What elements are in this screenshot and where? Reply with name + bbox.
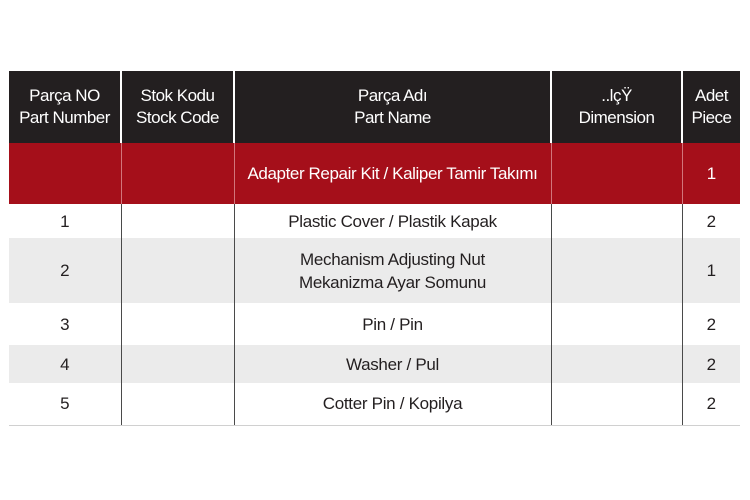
table-row [9,238,740,303]
row-stock-code [121,238,234,303]
row-part-number: 1 [9,204,121,238]
row-stock-code [121,204,234,238]
row-part-name-line: Plastic Cover / Plastik Kapak [288,211,497,231]
row-stock-code [121,345,234,383]
row-part-name-line: Cotter Pin / Kopilya [322,394,463,414]
row-dimension [551,303,682,345]
header-part-name-tr: Parça Adı [357,86,428,105]
row-part-name-line: Mechanism Adjusting Nut [300,249,485,269]
table-row [9,303,740,345]
row-part-name [234,345,551,383]
header-row [9,71,740,143]
row-piece: 2 [682,204,740,238]
kit-row [9,143,740,204]
kit-stock-code [121,143,234,204]
header-dimension-tr: ..lçŸ [601,86,632,105]
kit-part-name: Adapter Repair Kit / Kaliper Tamir Takımı [234,143,551,204]
row-piece: 2 [682,345,740,383]
row-dimension [551,345,682,383]
row-part-name [234,204,551,238]
row-part-name [234,303,551,345]
row-dimension [551,204,682,238]
kit-piece: 1 [682,143,740,204]
row-stock-code [121,303,234,345]
row-dimension [551,383,682,425]
header-part-number-tr: Parça NO [29,86,100,105]
header-piece [682,71,740,143]
row-part-number: 3 [9,303,121,345]
table-row [9,204,740,238]
row-dimension [551,238,682,303]
table-body [9,143,740,425]
row-piece: 1 [682,238,740,303]
header-piece-tr: Adet [695,86,728,105]
header-stock-code-en: Stock Code [136,108,219,127]
header-dimension-en: Dimension [578,108,655,127]
row-part-name-line: Washer / Pul [345,354,440,374]
row-part-name-line: Pin / Pin [362,314,423,334]
table-row [9,383,740,425]
row-stock-code [121,383,234,425]
row-part-number: 2 [9,238,121,303]
header-stock-code [121,71,234,143]
row-part-name-line-2: Mekanizma Ayar Somunu [298,272,487,292]
table-header [9,71,740,143]
row-piece: 2 [682,383,740,425]
row-part-name [234,238,551,303]
row-part-name [234,383,551,425]
row-part-number: 5 [9,383,121,425]
table-row [9,345,740,383]
header-part-number [9,71,121,143]
header-part-name-en: Part Name [354,108,431,127]
row-piece: 2 [682,303,740,345]
header-part-number-en: Part Number [19,108,110,127]
header-part-name [234,71,551,143]
header-stock-code-tr: Stok Kodu [140,86,215,105]
header-piece-en: Piece [691,108,732,127]
kit-dimension [551,143,682,204]
row-part-number: 4 [9,345,121,383]
parts-table [9,71,740,426]
kit-part-number [9,143,121,204]
header-dimension [551,71,682,143]
